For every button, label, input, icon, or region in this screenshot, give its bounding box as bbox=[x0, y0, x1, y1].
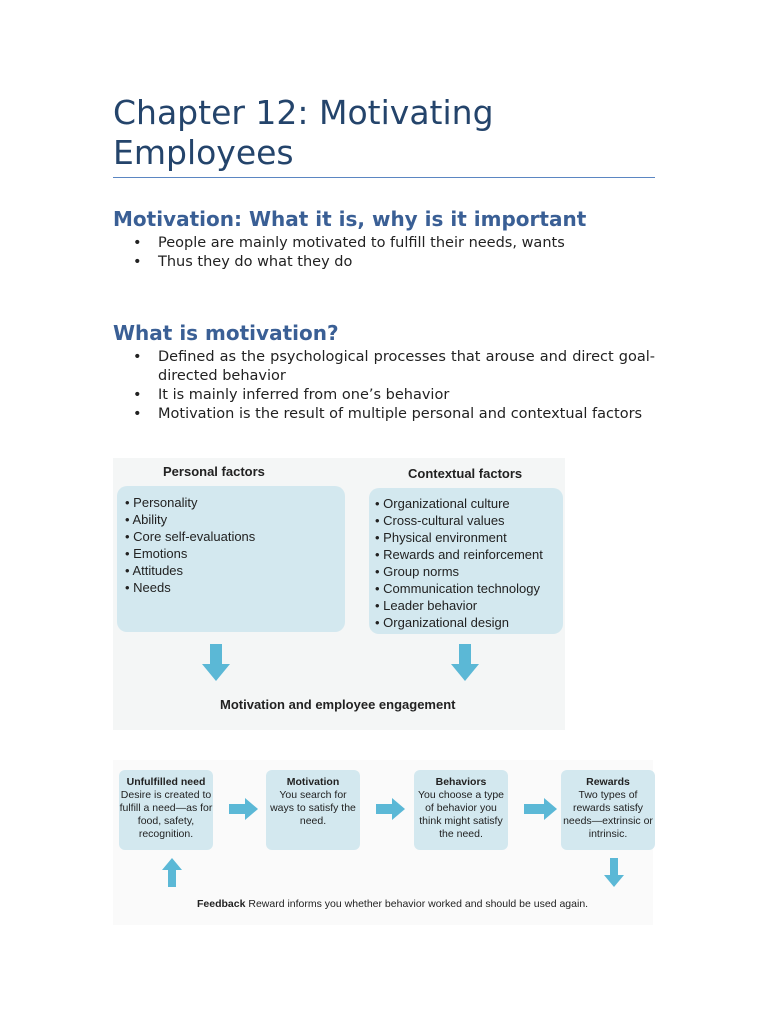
personal-factors-list bbox=[117, 486, 345, 596]
step-rewards bbox=[561, 770, 655, 850]
bullet-item: • Thus they do what they do bbox=[113, 253, 655, 272]
factor-item: • Emotions bbox=[125, 545, 345, 562]
section-heading-what-is-motivation: What is motivation? bbox=[113, 321, 339, 345]
factor-item: • Rewards and reinforcement bbox=[375, 546, 563, 563]
section-heading-motivation: Motivation: What it is, why is it important bbox=[113, 207, 587, 231]
step-unfulfilled-need bbox=[119, 770, 213, 850]
feedback-text: Reward informs you whether behavior worked and should be used again. bbox=[245, 898, 589, 910]
up-arrow-icon bbox=[161, 858, 183, 888]
bullet-list-what-is-motivation bbox=[113, 348, 655, 424]
step-heading: Unfulfilled need bbox=[126, 776, 206, 788]
right-arrow-icon bbox=[229, 798, 259, 820]
factor-item: • Cross-cultural values bbox=[375, 512, 563, 529]
personal-factors-box bbox=[117, 486, 345, 632]
factor-item: • Group norms bbox=[375, 563, 563, 580]
step-heading: Motivation bbox=[286, 776, 340, 788]
bullet-list-motivation bbox=[113, 234, 655, 272]
contextual-factors-box bbox=[369, 488, 563, 634]
step-body: You search for ways to satisfy the need. bbox=[270, 789, 356, 827]
bullet-item: • Defined as the psychological processes that arouse and direct goal-directed behavior bbox=[113, 348, 655, 386]
motivation-engagement-caption: Motivation and employee engagement bbox=[220, 697, 456, 712]
down-arrow-icon bbox=[201, 644, 231, 682]
factor-item: • Organizational design bbox=[375, 614, 563, 631]
right-arrow-icon bbox=[376, 798, 406, 820]
page-title: Chapter 12: Motivating Employees bbox=[113, 93, 494, 172]
factor-item: • Leader behavior bbox=[375, 597, 563, 614]
factor-item: • Communication technology bbox=[375, 580, 563, 597]
title-divider bbox=[113, 177, 655, 178]
down-arrow-icon bbox=[450, 644, 480, 682]
step-heading: Rewards bbox=[586, 776, 630, 788]
factor-item: • Organizational culture bbox=[375, 495, 563, 512]
step-body: You choose a type of behavior you think might satisfy the need. bbox=[417, 789, 504, 840]
personal-factors-heading: Personal factors bbox=[163, 464, 265, 479]
contextual-factors-heading: Contextual factors bbox=[408, 466, 523, 481]
contextual-factors-list bbox=[369, 488, 563, 631]
factor-item: • Ability bbox=[125, 511, 345, 528]
factor-item: • Attitudes bbox=[125, 562, 345, 579]
factor-item: • Personality bbox=[125, 494, 345, 511]
bullet-item: • It is mainly inferred from one’s behavior bbox=[113, 386, 655, 405]
feedback-label: Feedback bbox=[197, 898, 246, 910]
right-arrow-icon bbox=[524, 798, 558, 820]
step-body: Two types of rewards satisfy needs—extrinsic or intrinsic. bbox=[563, 789, 653, 840]
step-behaviors bbox=[414, 770, 508, 850]
feedback-note bbox=[197, 898, 588, 910]
factor-item: • Core self-evaluations bbox=[125, 528, 345, 545]
motivation-process-figure bbox=[113, 760, 653, 925]
factor-item: • Needs bbox=[125, 579, 345, 596]
bullet-item: • Motivation is the result of multiple personal and contextual factors bbox=[113, 405, 655, 424]
step-body: Desire is created to fulfill a need—as for food, safety, recognition. bbox=[119, 789, 213, 840]
step-motivation bbox=[266, 770, 360, 850]
down-arrow-icon bbox=[603, 858, 625, 888]
step-heading: Behaviors bbox=[435, 776, 487, 788]
factors-figure bbox=[113, 458, 565, 730]
bullet-item: • People are mainly motivated to fulfill their needs, wants bbox=[113, 234, 655, 253]
factor-item: • Physical environment bbox=[375, 529, 563, 546]
